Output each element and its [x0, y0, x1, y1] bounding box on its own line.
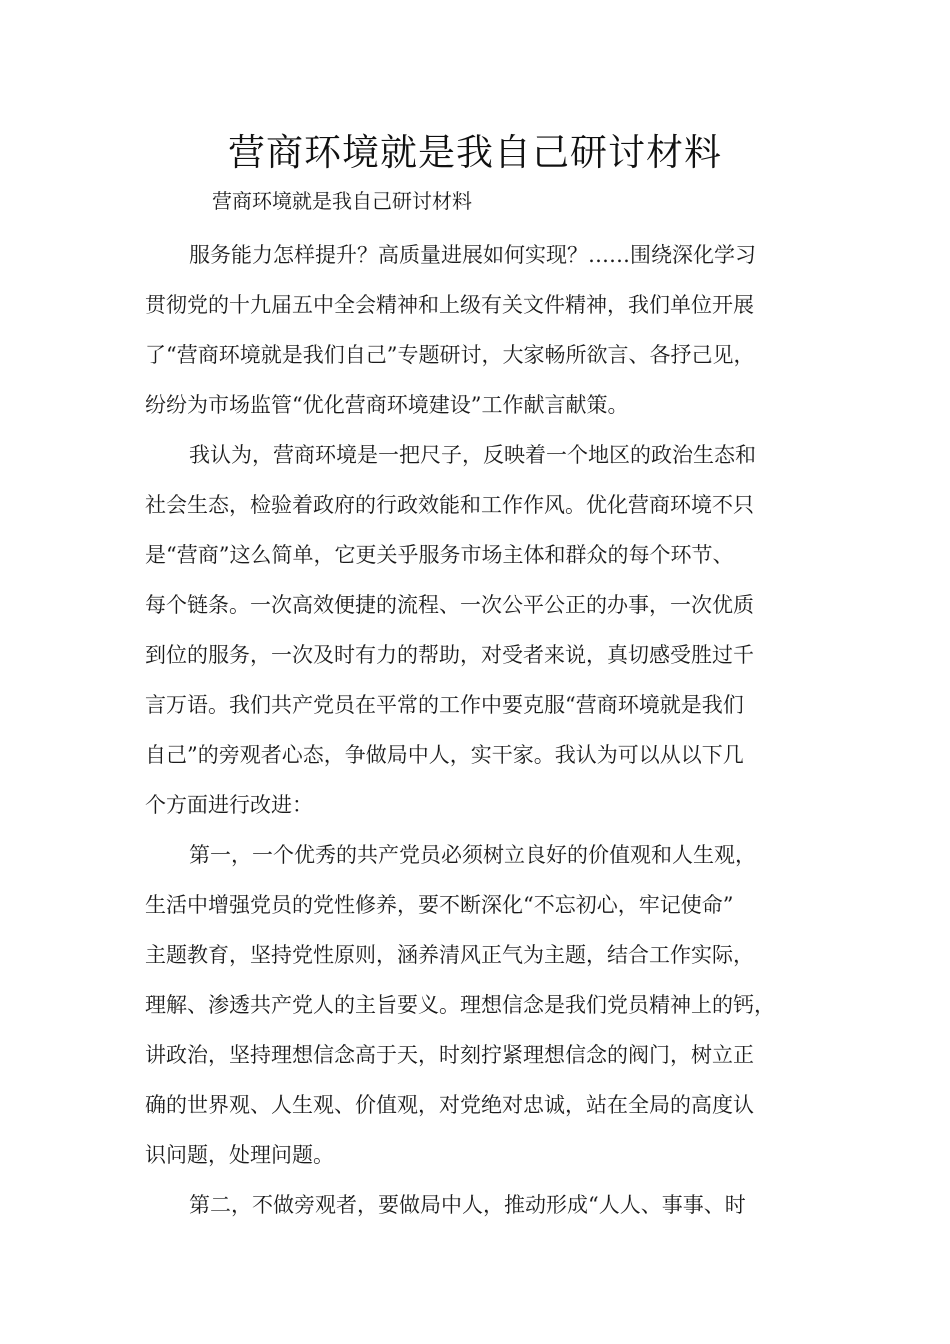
text-line: 第一，一个优秀的共产党员必须树立良好的价值观和人生观， — [189, 843, 756, 867]
document-subtitle: 营商环境就是我自己研讨材料 — [212, 189, 472, 213]
text-line: 了“营商环境就是我们自己”专题研讨，大家畅所欲言、各抒己见， — [145, 343, 755, 367]
text-line: 理解、渗透共产党人的主旨要义。理想信念是我们党员精神上的钙， — [145, 993, 775, 1017]
paragraph — [145, 1180, 815, 1230]
text-line: 确的世界观、人生观、价值观，对党绝对忠诚，站在全局的高度认 — [145, 1093, 754, 1117]
text-line: 纷纷为市场监管“优化营商环境建设”工作献言献策。 — [145, 393, 629, 417]
paragraph — [145, 230, 815, 430]
text-line: 生活中增强党员的党性修养，要不断深化“不忘初心，牢记使命” — [145, 893, 734, 917]
text-line: 每个链条。一次高效便捷的流程、一次公平公正的办事，一次优质 — [145, 593, 754, 617]
text-line: 讲政治，坚持理想信念高于天，时刻拧紧理想信念的阀门，树立正 — [145, 1043, 754, 1067]
document-body — [145, 230, 815, 1230]
text-line: 第二，不做旁观者，要做局中人，推动形成“人人、事事、时 — [189, 1193, 746, 1217]
paragraph — [145, 830, 815, 1180]
paragraph — [145, 430, 815, 830]
text-line: 个方面进行改进： — [145, 793, 313, 817]
text-line: 自己”的旁观者心态，争做局中人，实干家。我认为可以从以下几 — [145, 743, 744, 767]
text-line: 社会生态，检验着政府的行政效能和工作作风。优化营商环境不只 — [145, 493, 754, 517]
document-title: 营商环境就是我自己研讨材料 — [228, 131, 722, 174]
text-line: 到位的服务，一次及时有力的帮助，对受者来说，真切感受胜过千 — [145, 643, 754, 667]
text-line: 识问题，处理问题。 — [145, 1143, 334, 1167]
text-line: 我认为，营商环境是一把尺子，反映着一个地区的政治生态和 — [189, 443, 756, 467]
text-line: 贯彻党的十九届五中全会精神和上级有关文件精神，我们单位开展 — [145, 293, 754, 317]
text-line: 主题教育，坚持党性原则，涵养清风正气为主题，结合工作实际， — [145, 943, 754, 967]
text-line: 是“营商”这么简单，它更关乎服务市场主体和群众的每个环节、 — [145, 543, 734, 567]
text-line: 服务能力怎样提升？高质量进展如何实现？……围绕深化学习 — [189, 243, 756, 267]
text-line: 言万语。我们共产党员在平常的工作中要克服“营商环境就是我们 — [145, 693, 744, 717]
